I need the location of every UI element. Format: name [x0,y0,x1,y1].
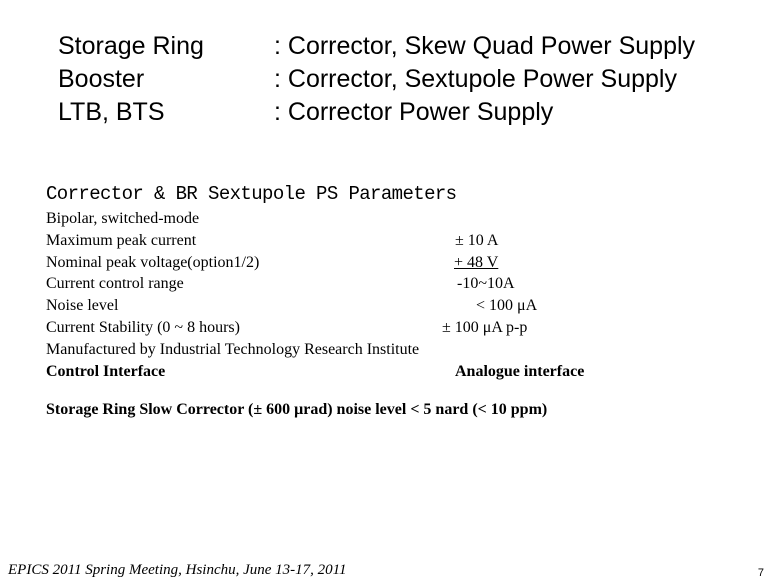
parameter-list [46,208,666,382]
parameter-value: -10~10A [457,275,515,293]
system-name: Booster [58,65,145,93]
system-description: : Corrector Power Supply [274,98,554,126]
footer-conference: EPICS 2011 Spring Meeting, Hsinchu, June 13-17, 2011 [8,562,347,578]
parameter-row [46,361,666,383]
system-description: : Corrector, Sextupole Power Supply [274,65,677,93]
parameters-title: Corrector & BR Sextupole PS Parameters [46,183,457,205]
parameter-label: Control Interface [46,362,166,380]
parameter-row [46,252,666,274]
system-row-storage-ring [58,30,695,63]
page-number: 7 [757,567,764,579]
parameter-row [46,317,666,339]
parameter-label: Noise level [46,297,119,315]
parameter-value: + 48 V [454,253,499,271]
system-row-booster [58,63,695,96]
noise-note: Storage Ring Slow Corrector (± 600 μrad) noise level < 5 nard (< 10 ppm) [46,401,548,418]
parameter-value: Analogue interface [455,362,585,380]
system-list [58,30,695,129]
parameter-row [46,339,666,361]
parameter-label: Maximum peak current [46,231,197,249]
parameter-value: ± 100 μA p-p [442,318,528,336]
parameter-row [46,230,666,252]
parameter-label: Current control range [46,275,184,293]
parameter-label: Manufactured by Industrial Technology Research Institute [46,340,420,358]
system-row-ltb-bts [58,96,695,129]
parameter-row [46,273,666,295]
parameter-value: < 100 μA [476,297,538,315]
system-name: Storage Ring [58,32,204,60]
parameter-label: Current Stability (0 ~ 8 hours) [46,318,240,336]
parameter-label: Nominal peak voltage(option1/2) [46,253,260,271]
system-name: LTB, BTS [58,98,165,126]
system-description: : Corrector, Skew Quad Power Supply [274,32,696,60]
parameter-row [46,208,666,230]
parameter-value: ± 10 A [455,231,499,249]
parameter-row [46,295,666,317]
parameter-label: Bipolar, switched-mode [46,210,200,227]
